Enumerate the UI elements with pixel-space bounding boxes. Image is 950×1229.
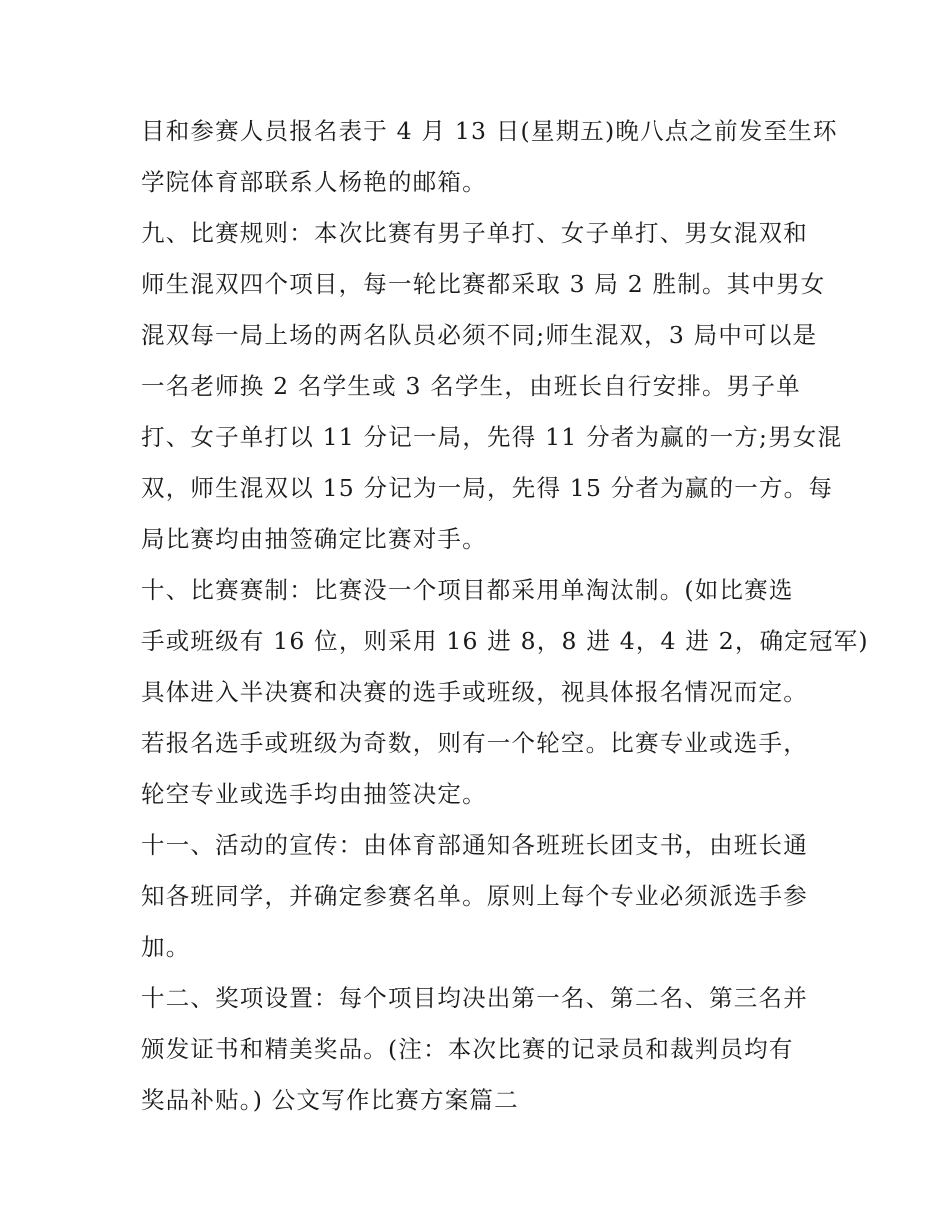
text-line: 知各班同学，并确定参赛名单。原则上每个专业必须派选手参 <box>141 882 808 910</box>
text-line: 九、比赛规则：本次比赛有男子单打、女子单打、男女混双和 <box>141 219 808 247</box>
text-line: 颁发证书和精美奖品。(注：本次比赛的记录员和裁判员均有 <box>141 1035 794 1063</box>
document-body <box>141 106 869 1126</box>
text-line: 局比赛均由抽签确定比赛对手。 <box>141 525 487 553</box>
text-line: 双，师生混双以 15 分记为一局，先得 15 分者为赢的一方。每 <box>141 474 834 502</box>
text-line: 混双每一局上场的两名队员必须不同;师生混双，3 局中可以是 <box>141 321 818 349</box>
text-line: 学院体育部联系人杨艳的邮箱。 <box>141 168 487 196</box>
text-line: 十一、活动的宣传：由体育部通知各班班长团支书，由班长通 <box>141 831 808 859</box>
text-line: 一名老师换 2 名学生或 3 名学生，由班长自行安排。男子单 <box>141 372 801 400</box>
text-line: 十、比赛赛制：比赛没一个项目都采用单淘汰制。(如比赛选 <box>141 576 794 604</box>
text-line: 十二、奖项设置：每个项目均决出第一名、第二名、第三名并 <box>141 984 808 1012</box>
text-line: 目和参赛人员报名表于 4 月 13 日(星期五)晚八点之前发至生环 <box>141 117 838 145</box>
text-line: 师生混双四个项目，每一轮比赛都采取 3 局 2 胜制。其中男女 <box>141 270 826 298</box>
text-line: 手或班级有 16 位，则采用 16 进 8，8 进 4，4 进 2，确定冠军) <box>141 627 869 655</box>
text-line: 加。 <box>141 933 191 961</box>
text-line: 打、女子单打以 11 分记一局，先得 11 分者为赢的一方;男女混 <box>141 423 843 451</box>
text-line: 具体进入半决赛和决赛的选手或班级，视具体报名情况而定。 <box>141 678 808 706</box>
text-line: 若报名选手或班级为奇数，则有一个轮空。比赛专业或选手， <box>141 729 808 757</box>
text-line: 奖品补贴。) 公文写作比赛方案篇二 <box>141 1086 519 1114</box>
text-line: 轮空专业或选手均由抽签决定。 <box>141 780 487 808</box>
